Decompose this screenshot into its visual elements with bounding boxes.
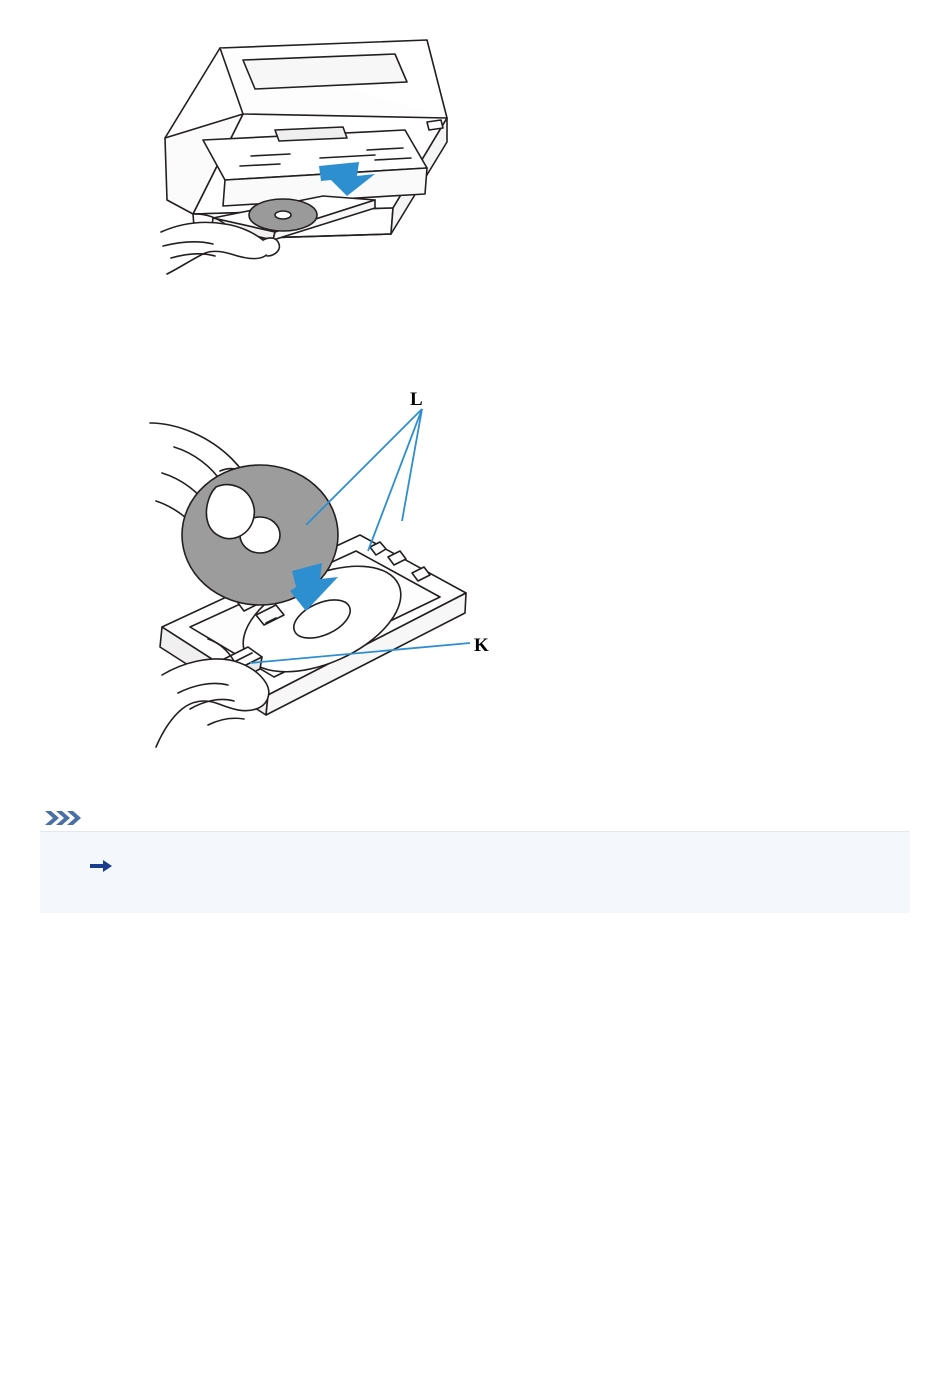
figure-printer-disc-tray-graphic (75, 18, 475, 278)
callout-label-l: L (410, 389, 423, 410)
callout-label-k: K (474, 635, 489, 656)
figure-disc-tray-detail (70, 375, 500, 785)
figure-printer-disc-tray (75, 18, 475, 278)
callout-leader-l2 (368, 409, 422, 551)
note-link[interactable] (122, 858, 287, 873)
note-link-row[interactable] (40, 858, 910, 873)
note-header (40, 805, 910, 831)
note-block (40, 805, 910, 913)
arrow-right-icon (90, 860, 112, 872)
note-body (40, 831, 910, 913)
figure-disc-tray-detail-graphic (70, 375, 500, 785)
chevrons-right-icon (44, 809, 82, 827)
